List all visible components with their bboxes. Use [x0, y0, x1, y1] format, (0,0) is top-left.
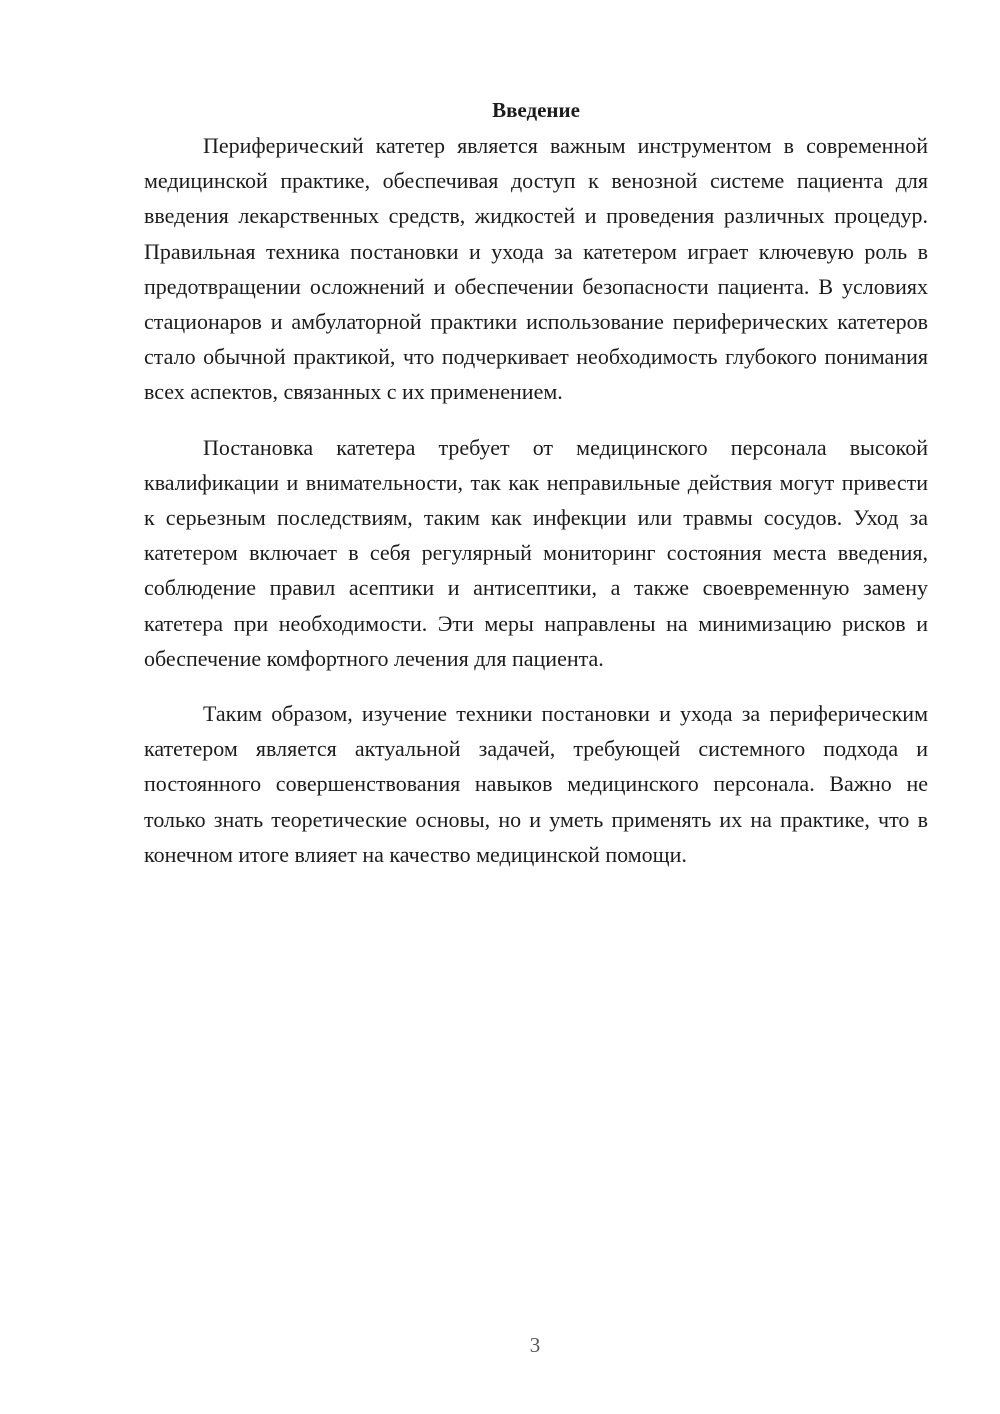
paragraph-3: Таким образом, изучение техники постановки и ухода за периферическим катетером является актуальной задачей, требующей системного подхода и постоянного совершенствования навыков медицинского персонала. Важно не только знать теоретические основы, но и уметь применять их на практике, что в конечном итоге влияет на качество медицинской помощи.	[144, 701, 928, 867]
section-title: Введение	[492, 98, 580, 122]
paragraph-2: Постановка катетера требует от медицинского персонала высокой квалификации и внимательности, так как неправильные действия могут привести к серьезным последствиям, таким как инфекции или травмы сосудов. Уход за катетером включает в себя регулярный мониторинг состояния места введения, соблюдение правил асептики и антисептики, а также своевременную замену катетера при необходимости. Эти меры направлены на минимизацию рисков и обеспечение комфортного лечения для пациента.	[144, 434, 928, 671]
document-body	[144, 92, 928, 892]
paragraph-1: Периферический катетер является важным инструментом в современной медицинской практике, обеспечивая доступ к венозной системе пациента для введения лекарственных средств, жидкостей и проведения различных процедур. Правильная техника постановки и ухода за катетером играет ключевую роль в предотвращении осложнений и обеспечении безопасности пациента. В условиях стационаров и амбулаторной практики использование периферических катетеров стало обычной практикой, что подчеркивает необходимость глубокого понимания всех аспектов, связанных с их применением.	[144, 133, 928, 405]
page-number: 3	[529, 1333, 541, 1357]
